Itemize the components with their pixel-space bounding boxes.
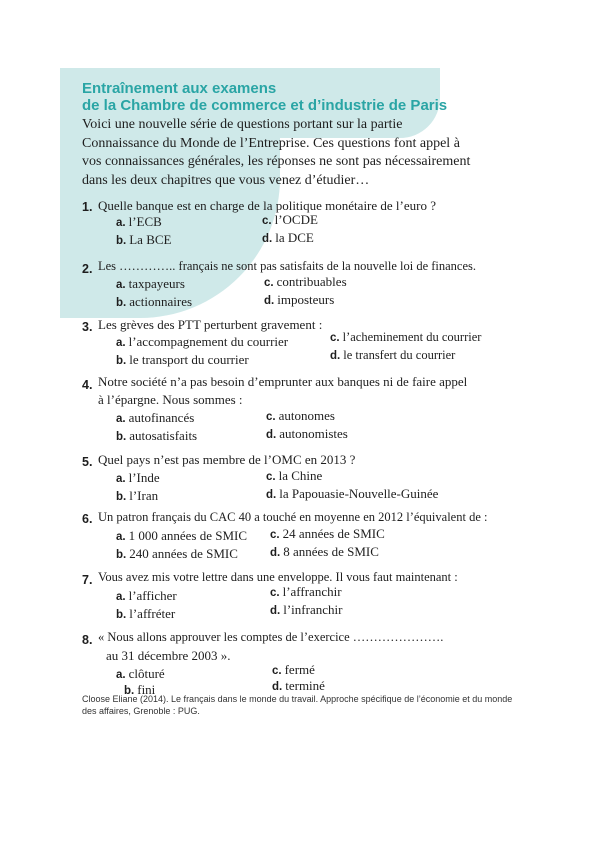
option-label: c. [266, 471, 276, 483]
question-text: Vous avez mis votre lettre dans une enveloppe. Il vous faut maintenant : [98, 570, 458, 584]
option-text: la DCE [275, 230, 314, 245]
option-label: a. [116, 279, 126, 291]
option-b [116, 428, 197, 444]
option-label: a. [116, 217, 126, 229]
option-label: b. [116, 491, 127, 503]
option-c [262, 212, 318, 228]
option-label: a. [116, 413, 126, 425]
option-text: l’OCDE [274, 212, 318, 227]
option-d [330, 348, 455, 363]
option-text: 240 années de SMIC [129, 546, 238, 561]
option-c [266, 468, 322, 484]
option-text: l’infranchir [283, 602, 343, 617]
option-text: actionnaires [129, 294, 193, 309]
option-d [270, 544, 379, 560]
option-label: b. [116, 431, 127, 443]
question-text: Un patron français du CAC 40 a touché en moyenne en 2012 l’équivalent de : [98, 510, 488, 524]
option-c [272, 662, 315, 678]
option-d [272, 678, 325, 694]
option-label: a. [116, 591, 126, 603]
option-text: l’Iran [129, 488, 159, 503]
question-number: 1. [82, 200, 93, 214]
option-text: l’ECB [128, 214, 162, 229]
question-number: 5. [82, 455, 93, 469]
question-text-continued: à l’épargne. Nous sommes : [98, 392, 243, 407]
option-text: 1 000 années de SMIC [128, 528, 248, 543]
option-a [116, 666, 165, 682]
question-number: 8. [82, 633, 93, 647]
question-number: 4. [82, 378, 93, 392]
option-label: b. [116, 297, 127, 309]
option-b [116, 546, 238, 562]
option-label: c. [272, 665, 282, 677]
option-label: b. [124, 685, 135, 697]
question-text: Quel pays n’est pas membre de l’OMC en 2013 ? [98, 452, 356, 467]
option-a [116, 276, 185, 292]
option-d [266, 486, 438, 502]
option-text: la Papouasie-Nouvelle-Guinée [279, 486, 439, 501]
option-text: contribuables [276, 274, 347, 289]
option-text: l’Inde [128, 470, 160, 485]
option-text: fermé [284, 662, 315, 677]
option-label: d. [266, 429, 277, 441]
option-b [116, 488, 158, 504]
question-number: 3. [82, 320, 93, 334]
option-label: c. [330, 332, 340, 344]
option-label: b. [116, 235, 127, 247]
option-label: b. [116, 609, 127, 621]
option-text: l’affréter [129, 606, 176, 621]
section-title-line2: de la Chambre de commerce et d’industrie de Paris [82, 97, 448, 114]
question-text: Les ………….. français ne sont pas satisfaits de la nouvelle loi de finances. [98, 259, 477, 273]
question-number: 7. [82, 573, 93, 587]
option-text: l’accompagnement du courrier [128, 334, 289, 349]
option-b [116, 294, 192, 310]
option-label: a. [116, 337, 126, 349]
question-text: Les grèves des PTT perturbent gravement : [98, 317, 323, 332]
option-label: d. [270, 547, 281, 559]
option-text: 24 années de SMIC [282, 526, 385, 541]
option-label: c. [270, 529, 280, 541]
option-text: imposteurs [277, 292, 335, 307]
option-text: 8 années de SMIC [283, 544, 379, 559]
option-b [116, 352, 249, 368]
intro-paragraph: Voici une nouvelle série de questions portant sur la partie Connaissance du Monde de l’Entreprise. Ces questions font appel à vos connaissances générales, les réponses ne sont pas nécessairement dans les deux chapitres que vous venez d’étudier… [82, 117, 471, 188]
option-label: d. [266, 489, 277, 501]
option-label: d. [262, 233, 273, 245]
option-text: La BCE [129, 232, 172, 247]
option-c [270, 526, 385, 542]
option-label: d. [272, 681, 283, 693]
option-label: c. [266, 411, 276, 423]
option-d [266, 426, 348, 442]
option-a [116, 588, 177, 604]
option-a [116, 214, 162, 230]
option-text: l’afficher [128, 588, 177, 603]
option-b [116, 606, 175, 622]
option-label: c. [262, 215, 272, 227]
section-title-line1: Entraînement aux examens [82, 80, 277, 97]
option-b [116, 232, 171, 248]
option-text: l’acheminement du courrier [342, 330, 482, 344]
question-number: 6. [82, 512, 93, 526]
question-number: 2. [82, 262, 93, 276]
option-text: l’affranchir [282, 584, 342, 599]
option-c [266, 408, 335, 424]
option-d [262, 230, 314, 246]
option-text: autofinancés [128, 410, 195, 425]
option-text: le transfert du courrier [343, 348, 456, 362]
option-label: a. [116, 473, 126, 485]
option-d [270, 602, 342, 618]
option-label: d. [270, 605, 281, 617]
option-a [116, 528, 247, 544]
option-label: a. [116, 531, 126, 543]
option-text: clôturé [128, 666, 165, 681]
option-label: a. [116, 669, 126, 681]
option-c [330, 330, 481, 345]
option-label: b. [116, 355, 127, 367]
option-text: autonomes [278, 408, 335, 423]
option-a [116, 470, 160, 486]
option-label: d. [330, 350, 341, 362]
option-text: la Chine [278, 468, 323, 483]
option-a [116, 334, 288, 350]
option-text: autosatisfaits [129, 428, 198, 443]
question-text: Quelle banque est en charge de la politique monétaire de l’euro ? [98, 198, 436, 213]
source-citation: Cloose Eliane (2014). Le français dans le monde du travail. Approche spécifique de l’économie et du monde des affaires, Grenoble : PUG. [82, 694, 513, 716]
question-text-continued: au 31 décembre 2003 ». [106, 648, 231, 663]
option-a [116, 410, 194, 426]
option-label: b. [116, 549, 127, 561]
option-label: c. [264, 277, 274, 289]
option-d [264, 292, 334, 308]
option-label: d. [264, 295, 275, 307]
option-text: le transport du courrier [129, 352, 249, 367]
option-c [270, 584, 342, 600]
option-label: c. [270, 587, 280, 599]
option-text: terminé [285, 678, 325, 693]
option-text: fini [137, 682, 156, 697]
option-text: autonomistes [279, 426, 348, 441]
question-text: Notre société n’a pas besoin d’emprunter aux banques ni de faire appel [98, 374, 468, 389]
option-text: taxpayeurs [128, 276, 185, 291]
option-c [264, 274, 347, 290]
question-text: « Nous allons approuver les comptes de l’exercice …………………. [98, 630, 444, 644]
